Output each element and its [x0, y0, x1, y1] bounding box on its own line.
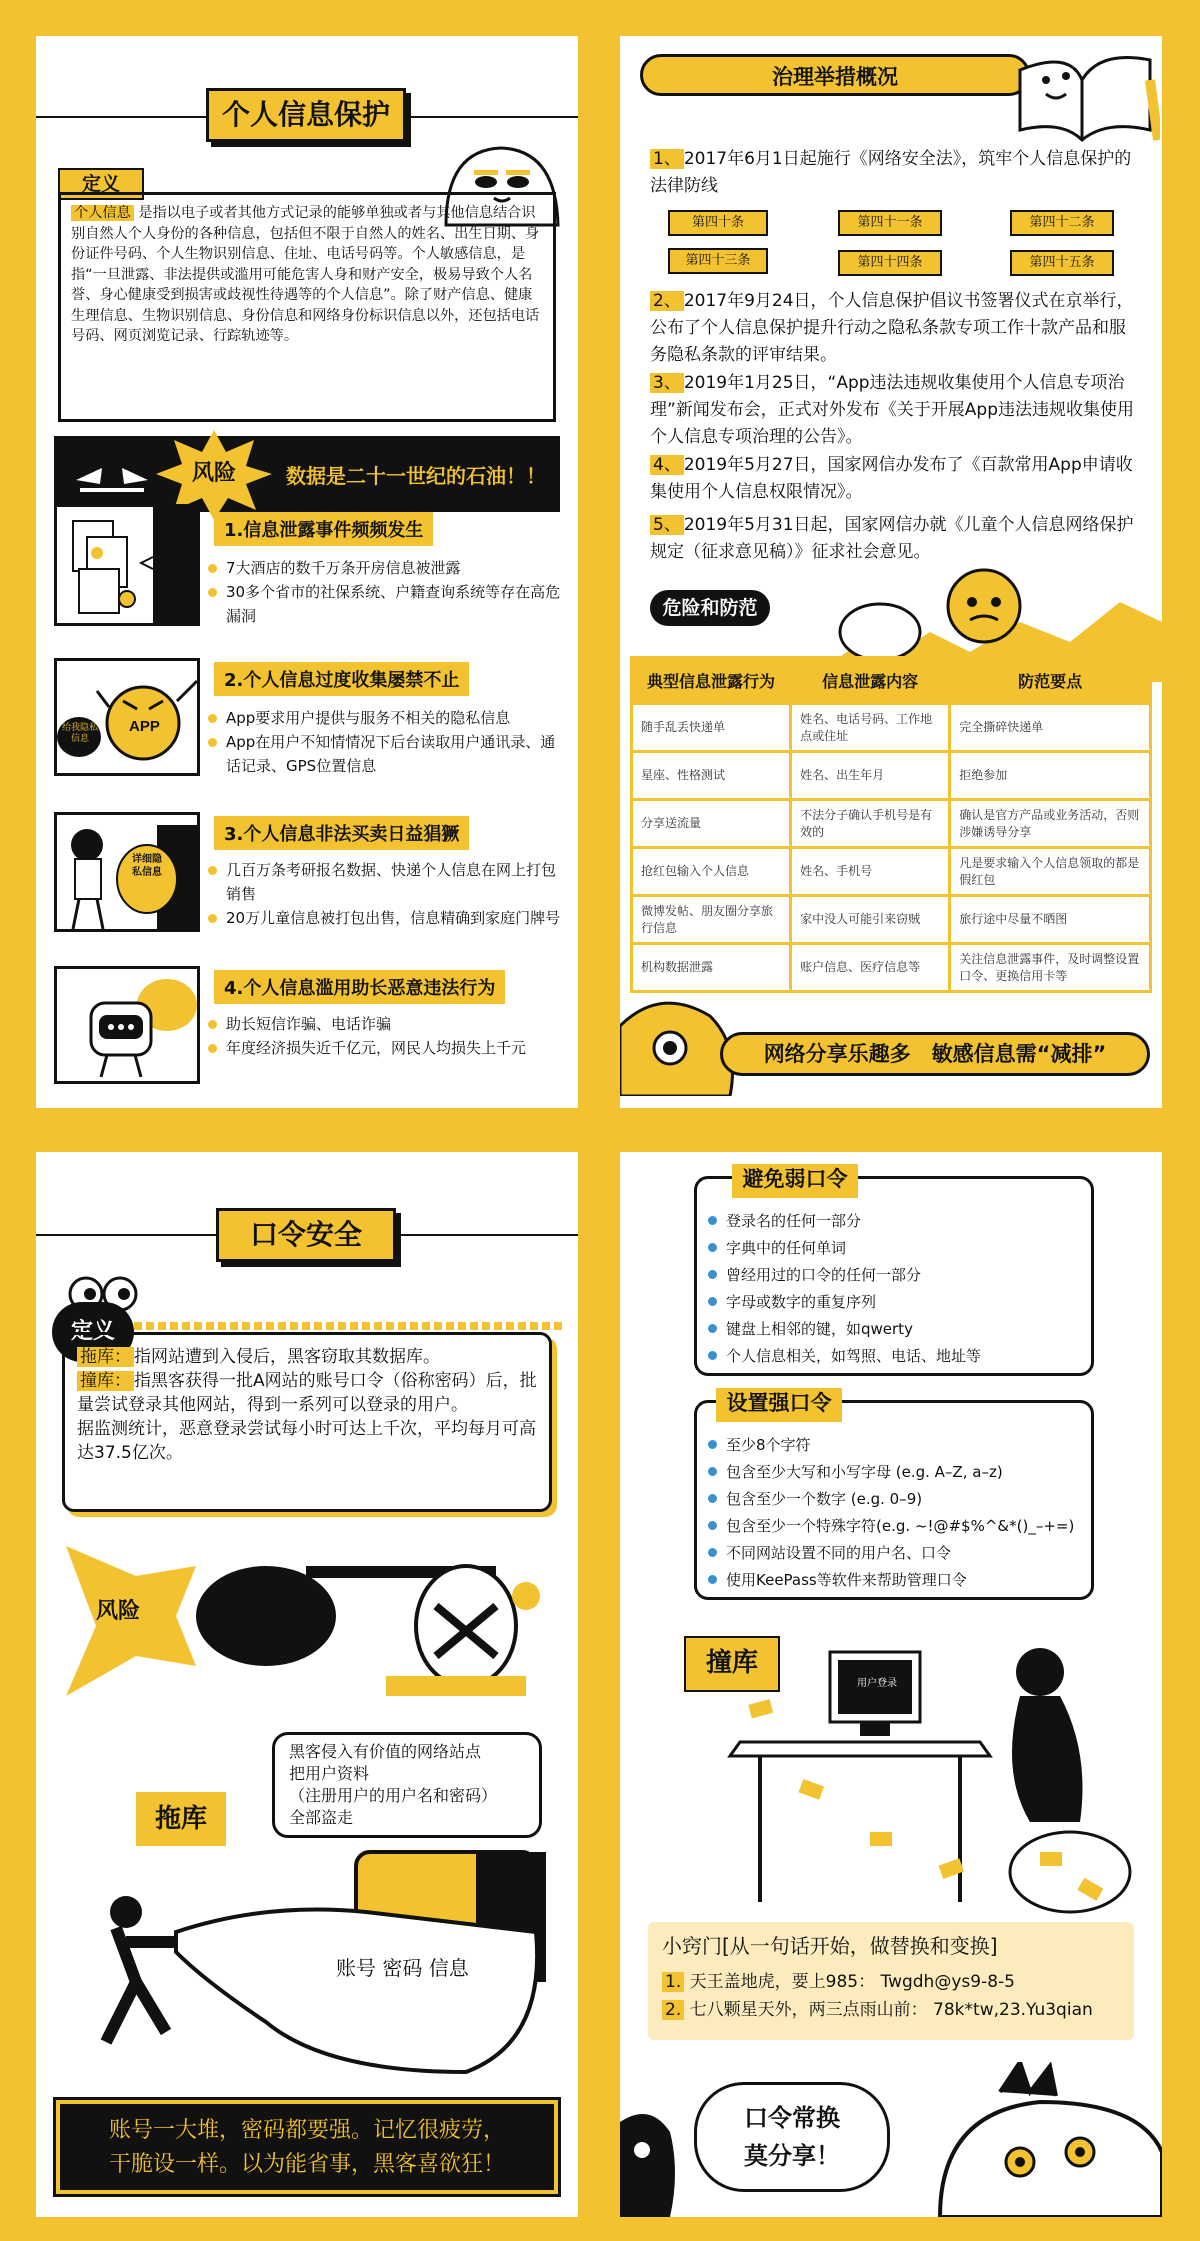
- strong-password-list: [706, 1432, 1090, 1594]
- table-row: [632, 944, 1151, 992]
- bubble-line: 全部盗走: [289, 1808, 354, 1827]
- risk-1-point: 7大酒店的数千万条开房信息被泄露: [206, 556, 566, 580]
- weak-item: 曾经用过的口令的任何一部分: [706, 1262, 1086, 1289]
- strong-item: 包含至少一个特殊字符(e.g. ~!@#$%^&*()_–+=): [706, 1513, 1090, 1540]
- measure-5: [650, 512, 1140, 566]
- rhyme-line: 干脆设一样。以为能省事，黑客喜欲狂！: [108, 2152, 505, 2177]
- table-cell: 姓名、出生年月: [791, 752, 950, 800]
- leak-table: [630, 656, 1152, 993]
- page-title: 个人信息保护: [206, 88, 406, 142]
- risk-2-title: 2.个人信息过度收集屡禁不止: [214, 662, 469, 696]
- strong-item: 包含至少一个数字 (e.g. 0–9): [706, 1486, 1090, 1513]
- hacker-desk-illustration: [720, 1632, 1140, 1922]
- table-cell: 分享送流量: [632, 800, 791, 848]
- table-cell: 拒绝参加: [950, 752, 1151, 800]
- measure-number: 5、: [650, 515, 684, 535]
- tip-text: 天王盖地虎，要上985：: [689, 1972, 876, 1992]
- table-cell: 关注信息泄露事件，及时调整设置口令、更换信用卡等: [950, 944, 1151, 992]
- table-cell: 微博发帖、朋友圈分享旅行信息: [632, 896, 791, 944]
- table-row: [632, 848, 1151, 896]
- peeking-mascot: [620, 986, 740, 1096]
- bubble-line: （注册用户的用户名和密码）: [289, 1786, 498, 1805]
- panel-measures: [620, 36, 1162, 1108]
- rhyme-line: 账号一大堆，密码都要强。记忆很疲劳，: [108, 2118, 505, 2143]
- weak-password-title: 避免弱口令: [732, 1164, 858, 1198]
- danger-label: 危险和防范: [650, 590, 770, 626]
- measure-text: 2017年6月1日起施行《网络安全法》，筑牢个人信息保护的法律防线: [650, 149, 1132, 196]
- risk-2-points: [206, 706, 566, 778]
- risk-label: 风险: [191, 461, 236, 486]
- bubble-line: 莫分享！: [744, 2142, 840, 2170]
- tips-box: [648, 1922, 1134, 2040]
- term-zhuangku-text: 指黑客获得一批A网站的账号口令（俗称密码）后，批量尝试登录其他网站，得到一系列可以登录的用户。: [77, 1371, 537, 1415]
- tip-2: [662, 1996, 1120, 2024]
- table-cell: 完全撕碎快递单: [950, 704, 1151, 752]
- table-row: [632, 704, 1151, 752]
- term-zhuangku: 撞库：: [77, 1371, 134, 1391]
- risk-1-point: 30多个省市的社保系统、户籍查询系统等存在高危漏洞: [206, 580, 566, 628]
- table-cell: 机构数据泄露: [632, 944, 791, 992]
- strong-item: 使用KeePass等软件来帮助管理口令: [706, 1567, 1090, 1594]
- table-header: 防范要点: [950, 658, 1151, 704]
- table-row: [632, 800, 1151, 848]
- table-cell: 星座、性格测试: [632, 752, 791, 800]
- tip-number: 2.: [662, 2000, 684, 2020]
- weak-item: 个人信息相关，如驾照、电话、地址等: [706, 1343, 1086, 1370]
- risk-slogan: 数据是二十一世纪的石油！！: [286, 464, 546, 488]
- bottom-rhyme: [56, 2100, 558, 2194]
- definition-tag: 定义: [58, 168, 144, 200]
- risk-3-points: [206, 858, 566, 930]
- abuse-illustration: [54, 966, 200, 1084]
- measure-text: 2019年1月25日，“App违法违规收集使用个人信息专项治理”新闻发布会，正式对外发布《关于开展App违法违规收集使用个人信息专项治理的公告》。: [650, 373, 1135, 447]
- bubble-line: 口令常换: [744, 2104, 840, 2132]
- weak-item: 字母或数字的重复序列: [706, 1289, 1086, 1316]
- measure-text: 2019年5月27日，国家网信办发布了《百款常用App申请收集使用个人信息权限情况》。: [650, 455, 1133, 502]
- drag-speech-bubble: [272, 1732, 542, 1838]
- table-cell: 确认是官方产品或业务活动，否则涉嫌诱导分享: [950, 800, 1151, 848]
- strong-item: 至少8个字符: [706, 1432, 1090, 1459]
- drag-label: 拖库: [136, 1792, 226, 1846]
- tip-number: 1.: [662, 1972, 684, 1992]
- definition-box: [62, 1332, 552, 1512]
- table-cell: 家中没人可能引来窃贼: [791, 896, 950, 944]
- tip-text: 七八颗星天外，两三点雨山前：: [689, 2000, 928, 2020]
- risk-3-point: 几百万条考研报名数据、快递个人信息在网上打包销售: [206, 858, 566, 906]
- measure-text: 2019年5月31日起，国家网信办就《儿童个人信息网络保护规定（征求意见稿）》征求社会意见。: [650, 515, 1134, 562]
- table-header: 典型信息泄露行为: [632, 658, 791, 704]
- leak-illustration: [54, 504, 200, 626]
- bubble-line: 黑客侵入有价值的网络站点: [289, 1742, 482, 1761]
- measure-number: 3、: [650, 373, 684, 393]
- definition-tag: 定义: [52, 1302, 134, 1362]
- stuffing-label: 撞库: [684, 1636, 780, 1692]
- risk-1-title: 1.信息泄露事件频频发生: [214, 512, 433, 546]
- table-cell: 账户信息、医疗信息等: [791, 944, 950, 992]
- table-header: 信息泄露内容: [791, 658, 950, 704]
- table-cell: 姓名、手机号: [791, 848, 950, 896]
- panel-password-tips: [620, 1152, 1162, 2217]
- article-badge: 第四十条: [668, 210, 768, 236]
- risk-3-title: 3.个人信息非法买卖日益猖獗: [214, 816, 469, 850]
- article-badge: 第四十一条: [838, 210, 942, 236]
- measures-title: 治理举措概况: [772, 65, 898, 89]
- table-cell: 随手乱丢快递单: [632, 704, 791, 752]
- bag-label: 详细隐私信息: [132, 854, 162, 878]
- risk-4-point: 助长短信诈骗、电话诈骗: [206, 1012, 566, 1036]
- strong-item: 包含至少大写和小写字母 (e.g. A–Z, a–z): [706, 1459, 1090, 1486]
- table-cell: 姓名、电话号码、工作地点或住址: [791, 704, 950, 752]
- table-cell: 不法分子确认手机号是有效的: [791, 800, 950, 848]
- measure-number: 2、: [650, 291, 684, 311]
- panel-password: [36, 1152, 578, 2217]
- app-speech-bubble: 给我隐私信息: [61, 723, 98, 744]
- tip-1: [662, 1968, 1120, 1996]
- tip-code: Twgdh@ys9-8-5: [880, 1972, 1015, 1992]
- strong-password-title: 设置强口令: [716, 1388, 842, 1422]
- definition-box: [58, 192, 556, 422]
- panel-personal-info: [36, 36, 578, 1108]
- page-title: 口令安全: [216, 1208, 396, 1262]
- term-tuoku: 拖库：: [77, 1347, 134, 1367]
- trade-illustration: [54, 812, 200, 932]
- measure-text: 2017年9月24日，个人信息保护倡议书签署仪式在京举行，公布了个人信息保护提升行动之隐私条款专项工作十款产品和服务隐私条款的评审结果。: [650, 291, 1134, 365]
- measure-number: 4、: [650, 455, 684, 475]
- definition-text: 是指以电子或者其他方式记录的能够单独或者与其他信息结合识别自然人个人身份的各种信息，包括但不限于自然人的姓名、出生日期、身份证件号码、个人生物识别信息、住址、电话号码等。个人敏感信息，是指“一旦泄露、非法提供或滥用可能危害人身和财产安全，极易导致个人名誉、身心健康受到损害或歧视性待遇等的个人信息”。除了财产信息、健康生理信息、生物识别信息、身份信息和网络身份标识信息以外，还包括电话号码、网页浏览记录、行踪轨迹等。: [71, 205, 540, 344]
- definition-term: 个人信息: [71, 205, 134, 221]
- article-badge: 第四十四条: [838, 250, 942, 276]
- weak-item: 登录名的任何一部分: [706, 1208, 1086, 1235]
- sack-label: 账号 密码 信息: [336, 1956, 469, 1980]
- measure-2: [650, 288, 1140, 369]
- article-badge: 第四十二条: [1010, 210, 1114, 236]
- table-cell: 凡是要求输入个人信息领取的都是假红包: [950, 848, 1151, 896]
- measure-4: [650, 452, 1140, 506]
- login-screen-text: 用户登录: [857, 1678, 897, 1689]
- weak-item: 键盘上相邻的键，如qwerty: [706, 1316, 1086, 1343]
- risk-3-point: 20万儿童信息被打包出售，信息精确到家庭门牌号: [206, 906, 566, 930]
- app-illustration: [54, 658, 200, 776]
- tip-code: 78k*tw,23.Yu3qian: [933, 2000, 1093, 2020]
- stat-text: 据监测统计，恶意登录尝试每小时可达上千次，平均每月可高达37.5亿次。: [77, 1419, 536, 1463]
- risk-label: 风险: [96, 1599, 141, 1624]
- app-icon-text: APP: [129, 718, 160, 735]
- bottom-slogan: 网络分享乐趣多 敏感信息需“减排”: [720, 1032, 1150, 1076]
- risk-2-point: App要求用户提供与服务不相关的隐私信息: [206, 706, 566, 730]
- risk-4-points: [206, 1012, 566, 1060]
- table-cell: 抢红包输入个人信息: [632, 848, 791, 896]
- risk-2-point: App在用户不知情情况下后台读取用户通讯录、通话记录、GPS位置信息: [206, 730, 566, 778]
- article-badge: 第四十五条: [1010, 250, 1114, 276]
- measure-3: [650, 370, 1140, 451]
- article-badge: 第四十三条: [668, 248, 768, 274]
- risk-1-points: [206, 556, 566, 628]
- strong-item: 不同网站设置不同的用户名、口令: [706, 1540, 1090, 1567]
- bubble-line: 把用户资料: [289, 1764, 370, 1783]
- thief-dragging-illustration: [66, 1842, 556, 2082]
- measure-1: [650, 146, 1140, 200]
- term-tuoku-text: 指网站遭到入侵后，黑客窃取其数据库。: [134, 1347, 440, 1367]
- table-cell: 旅行途中尽量不晒图: [950, 896, 1151, 944]
- warning-speech-bubble: [694, 2082, 890, 2192]
- book-mascot: [1010, 40, 1160, 150]
- tips-title: 小窍门[从一句话开始，做替换和变换]: [662, 1934, 998, 1958]
- table-row: [632, 752, 1151, 800]
- evil-eyes-icon: [72, 454, 152, 494]
- measure-number: 1、: [650, 149, 684, 169]
- weak-item: 字典中的任何单词: [706, 1235, 1086, 1262]
- dashed-line: [134, 1322, 564, 1330]
- weak-password-list: [706, 1208, 1086, 1370]
- risk-4-title: 4.个人信息滥用助长恶意违法行为: [214, 970, 505, 1004]
- table-row: [632, 896, 1151, 944]
- risk-4-point: 年度经济损失近千亿元，网民人均损失上千元: [206, 1036, 566, 1060]
- risk-banner: [54, 436, 560, 512]
